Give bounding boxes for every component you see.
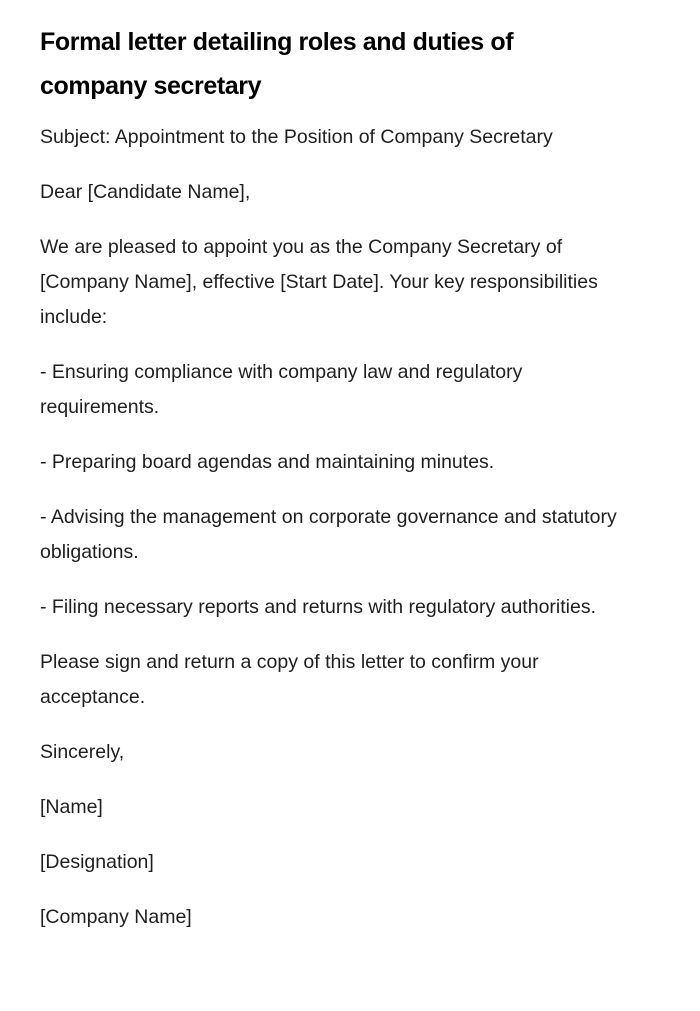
- signatory-designation: [Designation]: [40, 851, 154, 873]
- letter-title: Formal letter detailing roles and duties of company secretary: [40, 28, 514, 100]
- duty-item-governance-advice: - Advising the management on corporate governance and statutory obligations.: [40, 506, 617, 563]
- sign-off: Sincerely,: [40, 741, 125, 763]
- signatory-company: [Company Name]: [40, 906, 192, 928]
- duty-item-board-agendas: - Preparing board agendas and maintaining minutes.: [40, 451, 495, 473]
- salutation: Dear [Candidate Name],: [40, 181, 251, 203]
- intro-paragraph: We are pleased to appoint you as the Company Secretary of [Company Name], effective [Start Date]. Your key responsibilities include:: [40, 236, 598, 328]
- signatory-name: [Name]: [40, 796, 103, 818]
- duty-item-compliance: - Ensuring compliance with company law and regulatory requirements.: [40, 361, 523, 418]
- duty-item-filing-reports: - Filing necessary reports and returns with regulatory authorities.: [40, 596, 596, 618]
- closing-request: Please sign and return a copy of this letter to confirm your acceptance.: [40, 651, 539, 708]
- subject-line: Subject: Appointment to the Position of Company Secretary: [40, 126, 553, 148]
